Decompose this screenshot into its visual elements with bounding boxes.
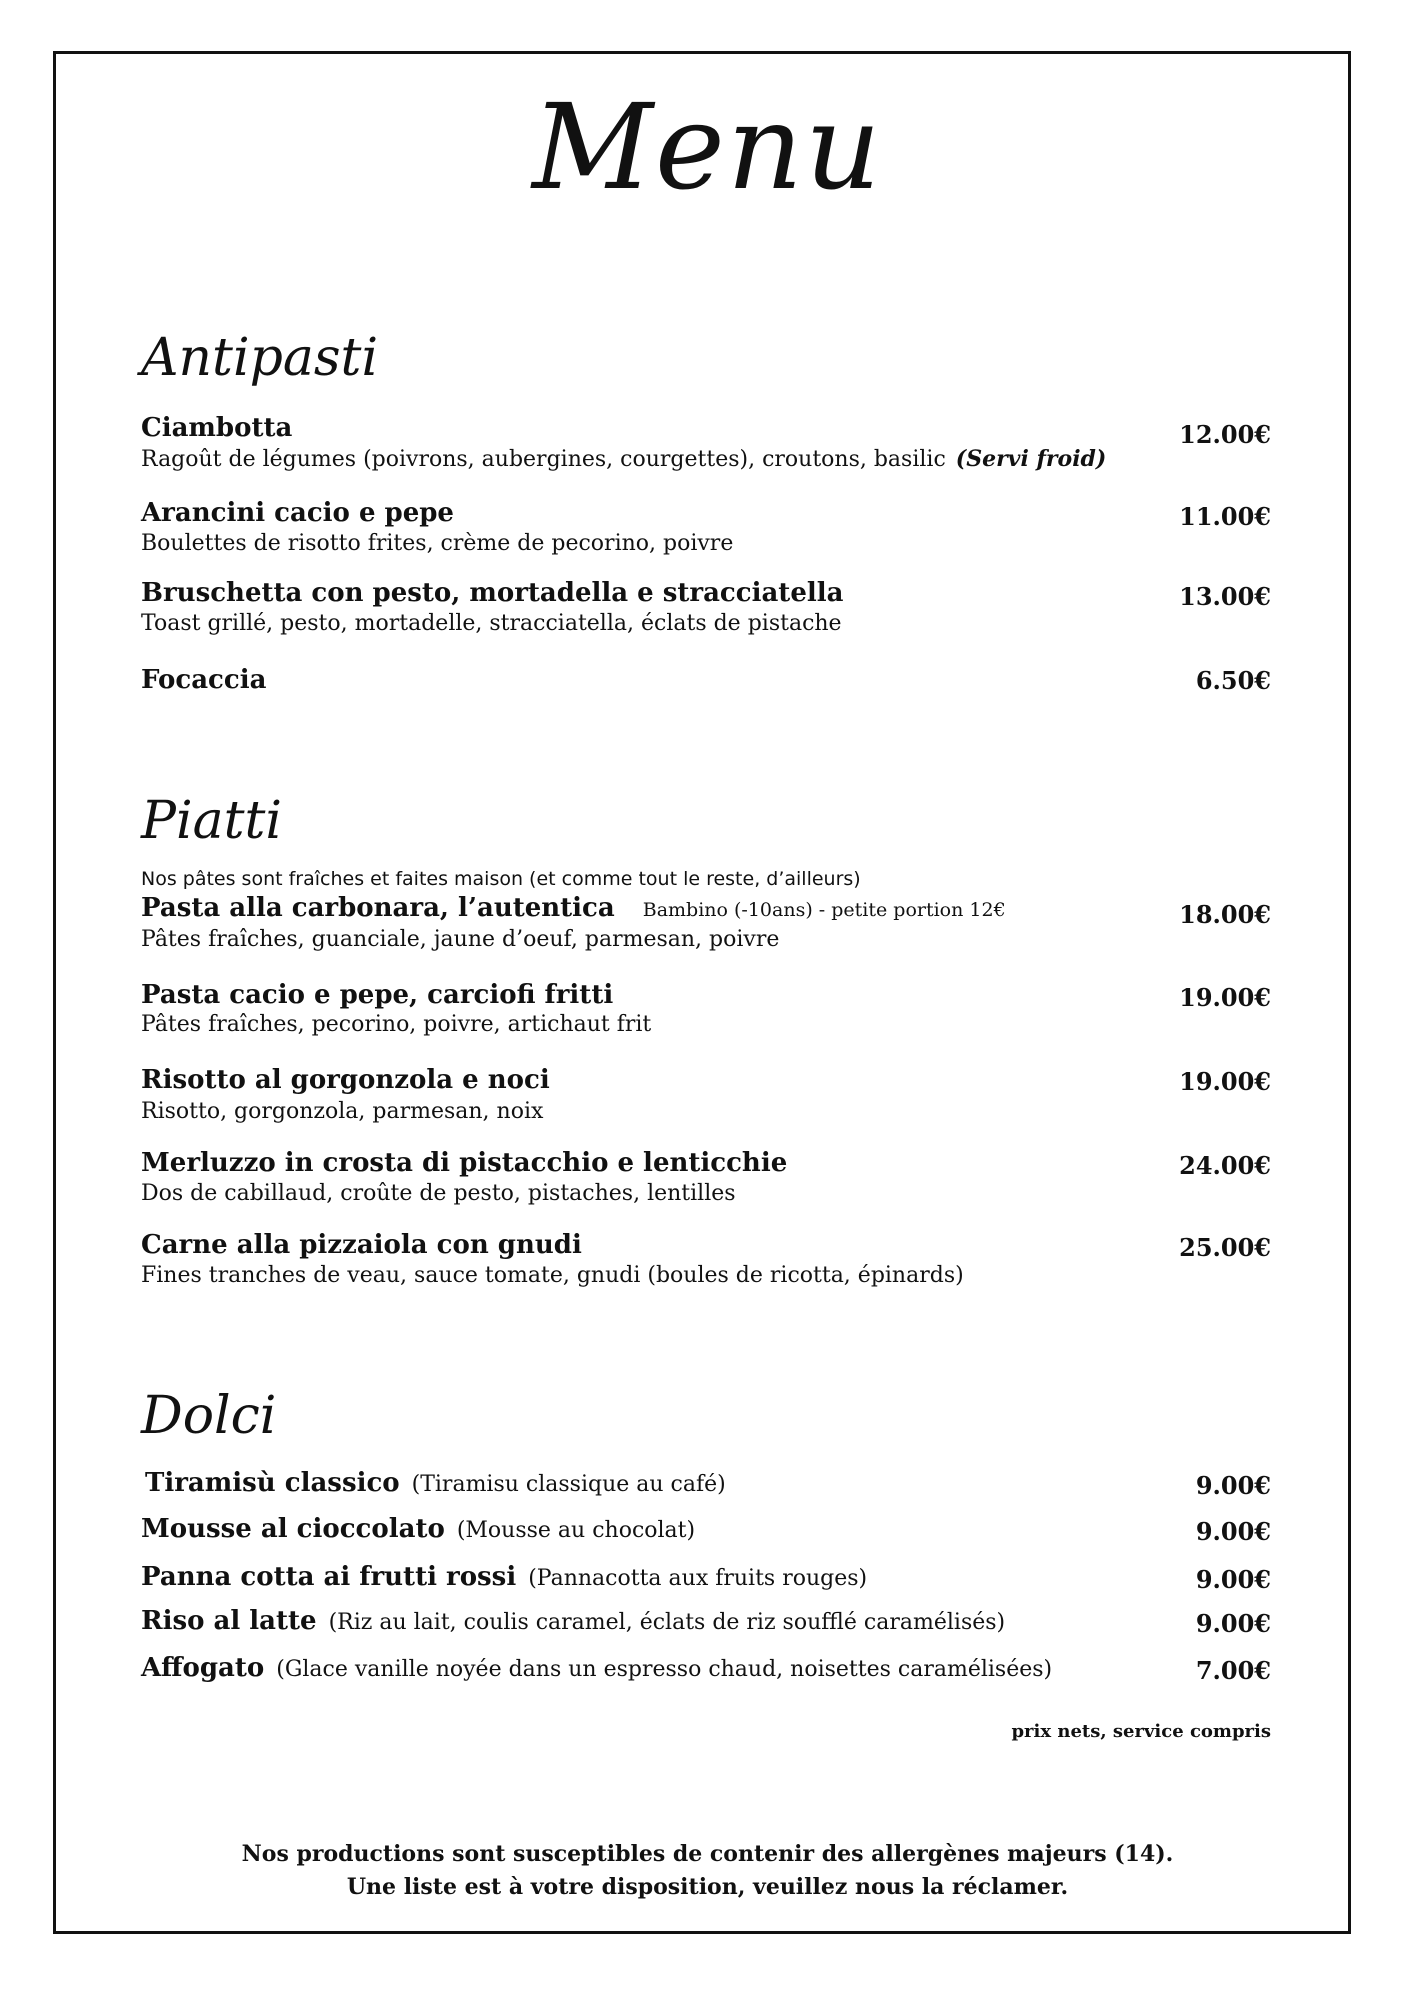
section-title-piatti: Piatti xyxy=(141,791,283,851)
section-title-dolci: Dolci xyxy=(141,1386,277,1446)
dolci-item xyxy=(141,1564,867,1590)
antipasti-item-name: Bruschetta con pesto, mortadella e stracciatella xyxy=(141,578,844,608)
antipasti-item-desc: Toast grillé, pesto, mortadelle, stracciatella, éclats de pistache xyxy=(141,611,842,636)
antipasti-item-desc: Ragoût de légumes (poivrons, aubergines, courgettes), croutons, basilic (Servi froid) xyxy=(141,446,1107,472)
dolci-item-price: 9.00€ xyxy=(1195,1609,1271,1638)
piatti-item-price: 19.00€ xyxy=(1179,1067,1271,1096)
piatti-item-name: Risotto al gorgonzola e noci xyxy=(141,1065,550,1095)
antipasti-item-desc: Boulettes de risotto frites, crème de pecorino, poivre xyxy=(141,531,734,556)
piatti-item-desc: Pâtes fraîches, guanciale, jaune d’oeuf, parmesan, poivre xyxy=(141,927,780,952)
allergens-notice-line2: Une liste est à votre disposition, veuillez nous la réclamer. xyxy=(346,1874,1069,1900)
piatti-item-price: 18.00€ xyxy=(1179,900,1271,929)
piatti-item-price: 25.00€ xyxy=(1179,1233,1271,1262)
antipasti-item-price: 11.00€ xyxy=(1179,502,1271,531)
dolci-item xyxy=(141,1608,1005,1634)
dolci-item-desc: (Tiramisu classique au café) xyxy=(411,1472,726,1497)
piatti-item-desc: Pâtes fraîches, pecorino, poivre, artichaut frit xyxy=(141,1012,652,1037)
dolci-item-name: Panna cotta ai frutti rossi xyxy=(141,1562,517,1592)
piatti-item-name: Pasta alla carbonara, l’autentica Bambino (-10ans) - petite portion 12€ xyxy=(141,893,1006,923)
piatti-item-desc: Dos de cabillaud, croûte de pesto, pistaches, lentilles xyxy=(141,1181,736,1206)
piatti-item-desc: Fines tranches de veau, sauce tomate, gnudi (boules de ricotta, épinards) xyxy=(141,1263,964,1288)
dolci-item-desc: (Riz au lait, coulis caramel, éclats de riz soufflé caramélisés) xyxy=(328,1610,1006,1635)
piatti-item-price: 24.00€ xyxy=(1179,1151,1271,1180)
antipasti-item-name: Arancini cacio e pepe xyxy=(141,498,454,528)
piatti-note: Nos pâtes sont fraîches et faites maison (et comme tout le reste, d’ailleurs) xyxy=(141,868,861,890)
dolci-item-price: 9.00€ xyxy=(1195,1565,1271,1594)
allergens-notice-line1: Nos productions sont susceptibles de contenir des allergènes majeurs (14). xyxy=(241,1841,1174,1867)
dolci-item-name: Riso al latte xyxy=(141,1606,317,1636)
dolci-item-desc: (Pannacotta aux fruits rouges) xyxy=(528,1566,868,1591)
piatti-item-name: Merluzzo in crosta di pistacchio e lenticchie xyxy=(141,1148,788,1178)
dolci-item-name: Affogato xyxy=(141,1653,265,1683)
dolci-item-price: 7.00€ xyxy=(1195,1656,1271,1685)
antipasti-item-name: Focaccia xyxy=(141,665,267,695)
dolci-item-desc: (Mousse au chocolat) xyxy=(456,1518,696,1543)
antipasti-item-price: 13.00€ xyxy=(1179,582,1271,611)
dolci-item xyxy=(141,1655,1052,1681)
piatti-item-name: Pasta cacio e pepe, carciofi fritti xyxy=(141,980,614,1010)
dolci-item-name: Tiramisù classico xyxy=(145,1468,400,1498)
dolci-item xyxy=(145,1470,726,1496)
antipasti-item-price: 6.50€ xyxy=(1195,666,1271,695)
antipasti-item-name: Ciambotta xyxy=(141,413,293,443)
dolci-item-price: 9.00€ xyxy=(1195,1471,1271,1500)
antipasti-item-price: 12.00€ xyxy=(1179,420,1271,449)
kids-portion-note: Bambino (-10ans) - petite portion 12€ xyxy=(642,899,1006,921)
menu-title: Menu xyxy=(532,78,883,216)
dolci-item-price: 9.00€ xyxy=(1195,1517,1271,1546)
dolci-item-desc: (Glace vanille noyée dans un espresso chaud, noisettes caramélisées) xyxy=(276,1657,1053,1682)
dolci-item-name: Mousse al cioccolato xyxy=(141,1514,445,1544)
dolci-item xyxy=(141,1516,695,1542)
piatti-item-name: Carne alla pizzaiola con gnudi xyxy=(141,1230,582,1260)
price-note: prix nets, service compris xyxy=(1011,1721,1271,1742)
piatti-item-desc: Risotto, gorgonzola, parmesan, noix xyxy=(141,1099,544,1124)
piatti-item-price: 19.00€ xyxy=(1179,983,1271,1012)
section-title-antipasti: Antipasti xyxy=(141,328,379,388)
antipasti-item-note: (Servi froid) xyxy=(955,446,1107,472)
